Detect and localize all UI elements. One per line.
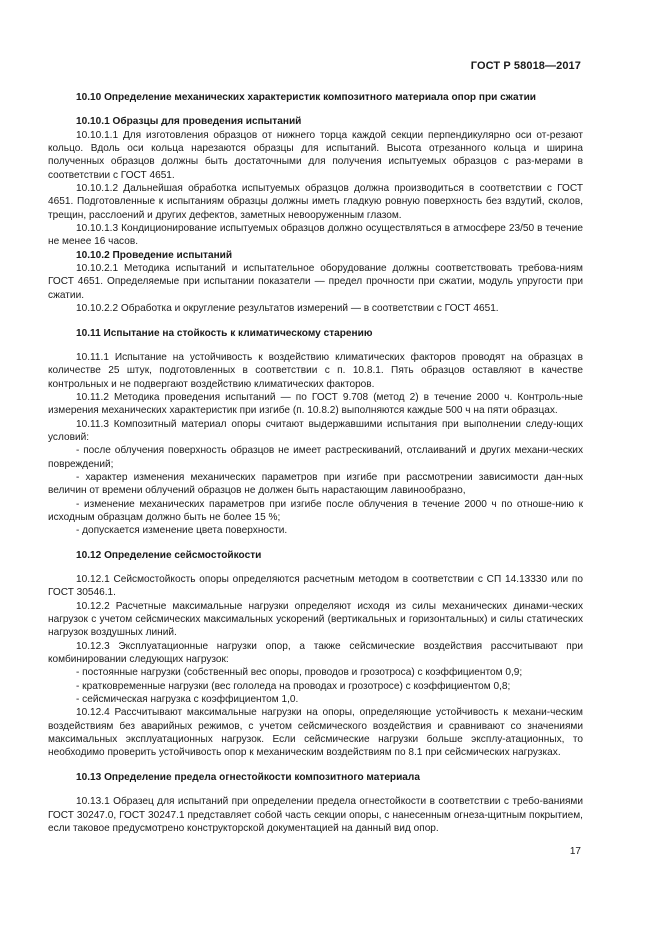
paragraph-10-11-2: 10.11.2 Методика проведения испытаний — по ГОСТ 9.708 (метод 2) в течение 2000 ч. Контроль-ные измерения механических характеристик при изгибе (п. 10.8.2) выполняются каждые 500 ч на пяти образцах. — [48, 391, 583, 417]
paragraph-10-13-1: 10.13.1 Образец для испытаний при определении предела огнестойкости в соответствии с требо-ваниями ГОСТ 30247.0, ГОСТ 30247.1 представляет собой часть секции опоры, с нанесенным огнеза-щитным покрытием, если таковое предусмотрено конструкторской документацией на данный вид опор. — [48, 796, 583, 834]
list-item: - характер изменения механических параметров при изгибе при рассмотрении зависимости дан-ных величин от времени облучений образцов не должен быть нарастающим лавинообразно, — [48, 471, 583, 497]
paragraph-10-10-1-3: 10.10.1.3 Кондиционирование испытуемых образцов должно осуществляться в атмосфере 23/50 в течение не менее 16 часов. — [48, 223, 583, 248]
subsection-heading-10-10-2: 10.10.2 Проведение испытаний — [76, 249, 233, 261]
paragraph-10-10-1-1: 10.10.1.1 Для изготовления образцов от нижнего торца каждой секции перпендикулярно оси от-резают кольцо. Вдоль оси кольца нарезаются образцы для испытаний. Высота отрезанного кольца и ширина полученных образцов должны быть достаточными для получения испытуемых образцов с раз-мерами в соответствии с ГОСТ 4651. — [48, 129, 583, 181]
page-number: 17 — [569, 846, 581, 857]
paragraph-10-12-3: 10.12.3 Эксплуатационные нагрузки опор, а также сейсмические воздействия рассчитывают при комбинировании следующих нагрузок: — [48, 640, 583, 666]
paragraph-10-11-3: 10.11.3 Композитный материал опоры считают выдержавшими испытания при выполнении следу-ющих условий: — [48, 418, 583, 443]
list-item: - после облучения поверхность образцов не имеет растрескиваний, отслаиваний и других механи-ческих повреждений; — [48, 445, 583, 470]
list-item: - сейсмическая нагрузка с коэффициентом 1,0. — [76, 694, 299, 706]
document-body — [48, 91, 583, 835]
section-heading-10-13: 10.13 Определение предела огнестойкости композитного материала — [76, 771, 420, 783]
paragraph-10-10-1-2: 10.10.1.2 Дальнейшая обработка испытуемых образцов должна производиться в соответствии с ГОСТ 4651. Подготовленные к испытаниям образцы должны иметь гладкую ровную поверхность без вздутий, сколов, трещин, расслоений и других дефектов, заметных невооруженным глазом. — [48, 183, 583, 221]
paragraph-10-10-2-1: 10.10.2.1 Методика испытаний и испытательное оборудование должны соответствовать требова-ниям ГОСТ 4651. Определяемые при испытании показатели — предел прочности при сжатии, модуль упругости при сжатии. — [48, 263, 583, 301]
paragraph-10-12-1: 10.12.1 Сейсмостойкость опоры определяются расчетным методом в соответствии с СП 14.13330 или по ГОСТ 30546.1. — [48, 574, 583, 599]
paragraph-10-12-2: 10.12.2 Расчетные максимальные нагрузки определяют исходя из силы механических динами-ческих нагрузок с учетом сейсмических максимальных ускорений (вертикальных и горизонтальных) и силы статических нагрузок воздушных линий. — [48, 600, 583, 639]
list-item: - кратковременные нагрузки (вес гололеда на проводах и грозотросе) с коэффициентом 0,8; — [76, 680, 511, 692]
subsection-heading-10-10-1: 10.10.1 Образцы для проведения испытаний — [76, 116, 302, 128]
paragraph-10-12-4: 10.12.4 Рассчитывают максимальные нагрузки на опоры, определяющие устойчивость к механи-ческим воздействиям без аварийных режимов, с учетом сейсмического воздействия и сравнивают со значениями максимальных эксплуатационных нагрузок. Если сейсмические нагрузки больше эксплу-атационных, то необходимо проверить устойчивость опор к механическим воздействиям по 8.1 при сейсмических нагрузках. — [48, 707, 583, 759]
section-heading-10-12: 10.12 Определение сейсмостойкости — [76, 549, 262, 561]
paragraph-10-10-2-2: 10.10.2.2 Обработка и округление результатов измерений — в соответствии с ГОСТ 4651. — [76, 303, 499, 315]
section-heading-10-10: 10.10 Определение механических характеристик композитного материала опор при сжатии — [76, 92, 536, 103]
section-heading-10-11: 10.11 Испытание на стойкость к климатическому старению — [76, 327, 373, 339]
list-item: - постоянные нагрузки (собственный вес опоры, проводов и грозотроса) с коэффициентом 0,9; — [76, 667, 523, 679]
document-header: ГОСТ Р 58018—2017 — [470, 60, 581, 72]
list-item: - допускается изменение цвета поверхности. — [76, 525, 288, 537]
list-item: - изменение механических параметров при изгибе после облучения в течение 2000 ч по отноше-нию к исходным образцам должно быть не более 15 %; — [48, 498, 583, 523]
paragraph-10-11-1: 10.11.1 Испытание на устойчивость к воздействию климатических факторов проводят на образцах в количестве 25 штук, подготовленных в соответствии с п. 10.8.1. Пять образцов оставляют в качестве контрольных и не подвергают воздействию климатических факторов. — [48, 351, 583, 390]
